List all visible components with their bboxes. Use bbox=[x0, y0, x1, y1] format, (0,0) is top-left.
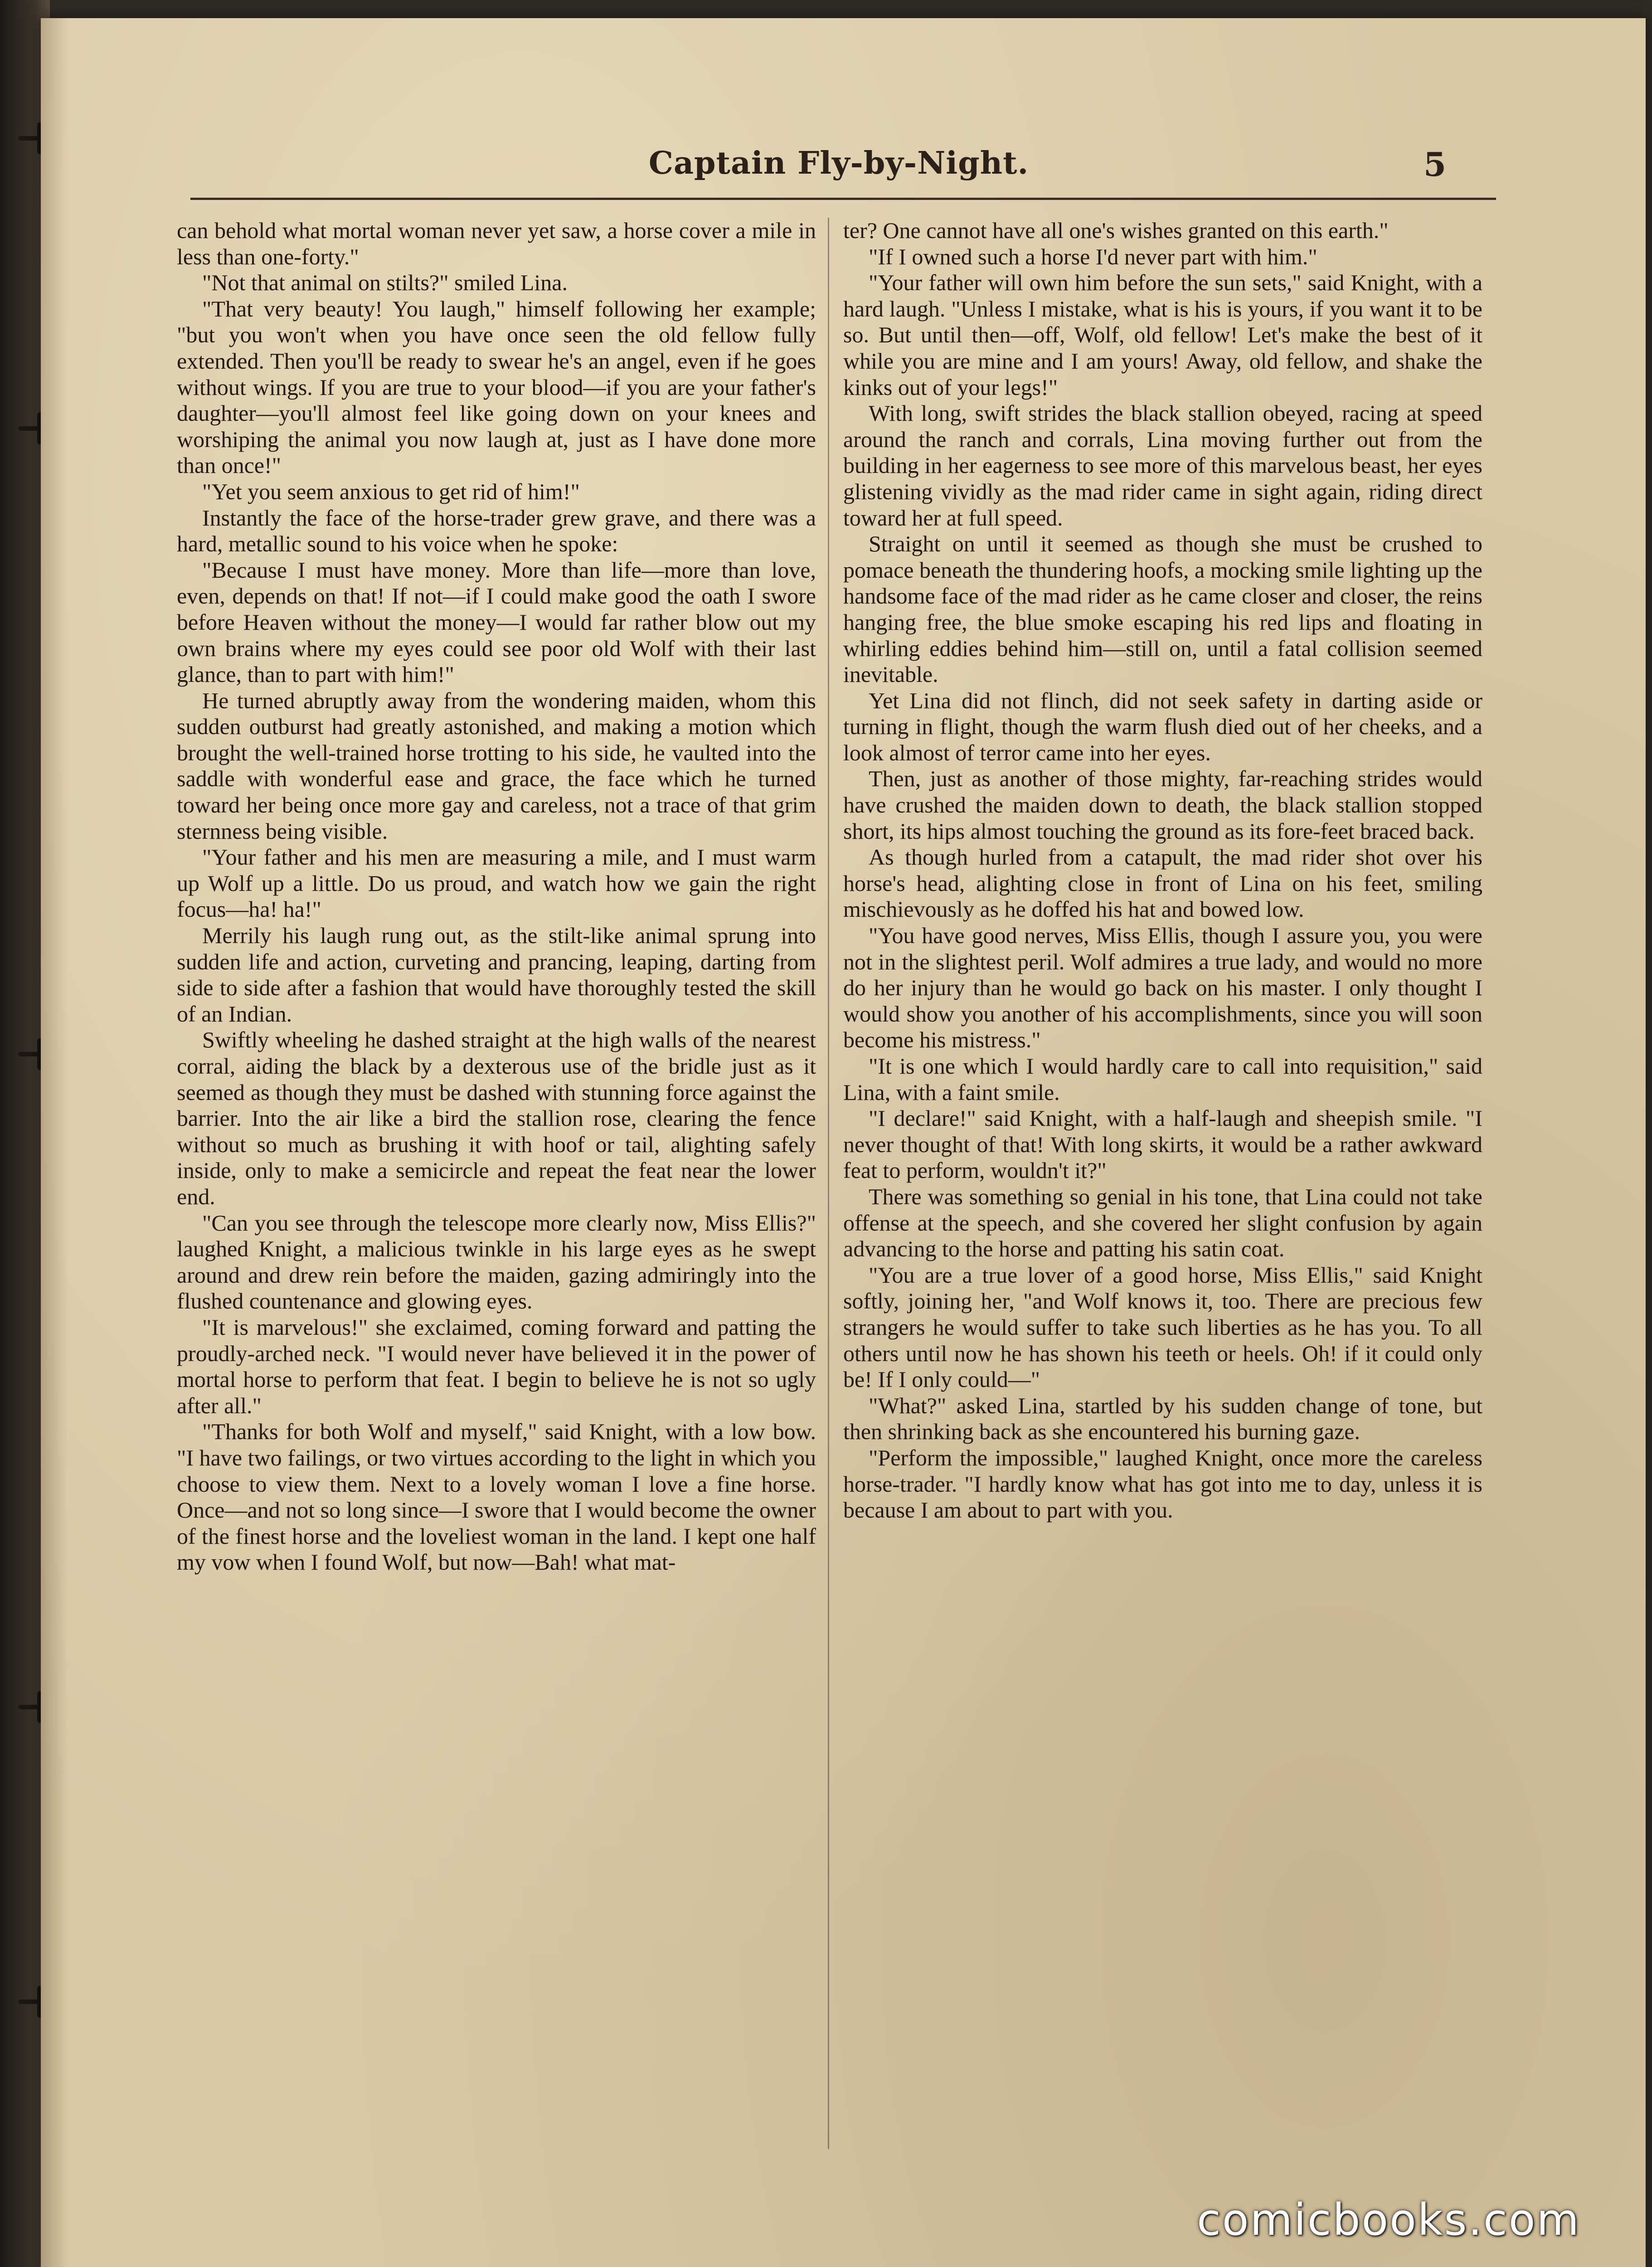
paragraph: "It is one which I would hardly care to call into requisition," said Lina, with a faint smile. bbox=[843, 1053, 1482, 1105]
column-divider bbox=[828, 218, 829, 2149]
running-head-title: Captain Fly-by-Night. bbox=[648, 145, 1029, 181]
paragraph: Instantly the face of the horse-trader grew grave, and there was a hard, metallic sound to his voice when he spoke: bbox=[177, 505, 816, 557]
paragraph: Swiftly wheeling he dashed straight at the high walls of the nearest corral, aiding the black by a dexterous use of the bridle just as it seemed as though they must be dashed with stunning force against the barrier. Into the air like a bird the stallion rose, clearing the fence without so much as brushing it with hoof or tail, alighting safely inside, only to make a semicircle and repeat the feat near the lower end. bbox=[177, 1027, 816, 1209]
paragraph: "Thanks for both Wolf and myself," said Knight, with a low bow. "I have two failings, or two virtues according to the light in which you choose to view them. Next to a lovely woman I love a fine horse. Once—and not so long since—I swore that I would become the owner of the finest horse and the loveliest woman in the land. I kept one half my vow when I found Wolf, but now—Bah! what mat- bbox=[177, 1419, 816, 1575]
paragraph: can behold what mortal woman never yet saw, a horse cover a mile in less than one-forty." bbox=[177, 218, 816, 269]
page-number: 5 bbox=[1424, 145, 1447, 184]
paragraph: "Your father and his men are measuring a mile, and I must warm up Wolf up a little. Do us proud, and watch how we gain the right focus—ha! ha!" bbox=[177, 844, 816, 922]
paragraph: "That very beauty! You laugh," himself following her example; "but you won't when you have once seen the old fellow fully extended. Then you'll be ready to swear he's an angel, even if he goes without wings. If you are true to your blood—if you are your father's daughter—you'll almost feel like going down on your knees and worshiping the animal you now laugh at, just as I have done more than once!" bbox=[177, 296, 816, 478]
paragraph: "Your father will own him before the sun sets," said Knight, with a hard laugh. "Unless I mistake, what is his is yours, if you want it to be so. But until then—off, Wolf, old fellow! Let's make the best of it while you are mine and I am yours! Away, old fellow, and shake the kinks out of your legs!" bbox=[843, 270, 1482, 400]
paragraph: "You are a true lover of a good horse, Miss Ellis," said Knight softly, joining her, "and Wolf knows it, too. There are precious few strangers he would suffer to take such liberties as he has you. To all others until now he has shown his teeth or heels. Oh! if it could only be! If I only could—" bbox=[843, 1262, 1482, 1392]
paragraph: "I declare!" said Knight, with a half-laugh and sheepish smile. "I never thought of that! With long skirts, it would be a rather awkward feat to perform, wouldn't it?" bbox=[843, 1105, 1482, 1183]
paragraph: There was something so genial in his tone, that Lina could not take offense at the speech, and she covered her slight confusion by again advancing to the horse and patting his satin coat. bbox=[843, 1183, 1482, 1262]
text-column-right bbox=[843, 218, 1482, 1523]
paragraph: With long, swift strides the black stallion obeyed, racing at speed around the ranch and corrals, Lina moving further out from the building in her eagerness to see more of this marvelous beast, her eyes glistening vividly as the mad rider came in sight again, riding direct toward her at full speed. bbox=[843, 400, 1482, 530]
paragraph: Yet Lina did not flinch, did not seek safety in darting aside or turning in flight, though the warm flush died out of her cheeks, and a look almost of terror came into her eyes. bbox=[843, 687, 1482, 765]
paragraph: "It is marvelous!" she exclaimed, coming forward and patting the proudly-arched neck. "I would never have believed it in the power of mortal horse to perform that feat. I begin to believe he is not so ugly after all." bbox=[177, 1314, 816, 1418]
paragraph: "Yet you seem anxious to get rid of him!" bbox=[202, 478, 580, 504]
paragraph: "Can you see through the telescope more clearly now, Miss Ellis?" laughed Knight, a malicious twinkle in his large eyes as he swept around and drew rein before the maiden, gazing admiringly into the flushed countenance and glowing eyes. bbox=[177, 1210, 816, 1314]
paragraph: Then, just as another of those mighty, far-reaching strides would have crushed the maiden down to death, the black stallion stopped short, its hips almost touching the ground as its fore-feet braced back. bbox=[843, 766, 1482, 844]
paragraph: As though hurled from a catapult, the mad rider shot over his horse's head, alighting close in front of Lina on his feet, smiling mischievously as he doffed his hat and bowed low. bbox=[843, 844, 1482, 922]
paragraph: He turned abruptly away from the wondering maiden, whom this sudden outburst had greatly astonished, and making a motion which brought the well-trained horse trotting to his side, he vaulted into the saddle with wonderful ease and grace, the face which he turned toward her being once more gay and careless, not a trace of that grim sternness being visible. bbox=[177, 687, 816, 844]
paragraph: "What?" asked Lina, startled by his sudden change of tone, but then shrinking back as she encountered his burning gaze. bbox=[843, 1392, 1482, 1445]
paragraph: "You have good nerves, Miss Ellis, though I assure you, you were not in the slightest peril. Wolf admires a true lady, and would no more do her injury than he would go back on his master. I only thought I would show you another of his accomplishments, since you will soon become his mistress." bbox=[843, 923, 1482, 1053]
paragraph: Merrily his laugh rung out, as the stilt-like animal sprung into sudden life and action, curveting and prancing, leaping, darting from side to side after a fashion that would have thoroughly tested the skill of an Indian. bbox=[177, 923, 816, 1026]
paragraph: "Not that animal on stilts?" smiled Lina. bbox=[202, 270, 568, 296]
header-rule bbox=[190, 198, 1496, 200]
site-watermark: comicbooks.com bbox=[1197, 2194, 1581, 2245]
paragraph: "If I owned such a horse I'd never part with him." bbox=[869, 243, 1317, 269]
paragraph: "Perform the impossible," laughed Knight, once more the careless horse-trader. "I hardly know what has got into me to day, unless it is because I am about to part with you. bbox=[843, 1445, 1482, 1523]
paragraph: ter? One cannot have all one's wishes granted on this earth." bbox=[843, 218, 1389, 243]
text-column-left bbox=[177, 218, 816, 1576]
paragraph: "Because I must have money. More than life—more than love, even, depends on that! If not—if I could make good the oath I swore before Heaven without the money—I would far rather blow out my own brains where my eyes could see poor old Wolf with their last glance, than to part with him!" bbox=[177, 557, 816, 687]
paragraph: Straight on until it seemed as though she must be crushed to pomace beneath the thundering hoofs, a mocking smile lighting up the handsome face of the mad rider as he came closer and closer, the reins hanging free, the blue smoke escaping his red lips and floating in whirling eddies behind him—still on, until a fatal collision seemed inevitable. bbox=[843, 531, 1482, 687]
